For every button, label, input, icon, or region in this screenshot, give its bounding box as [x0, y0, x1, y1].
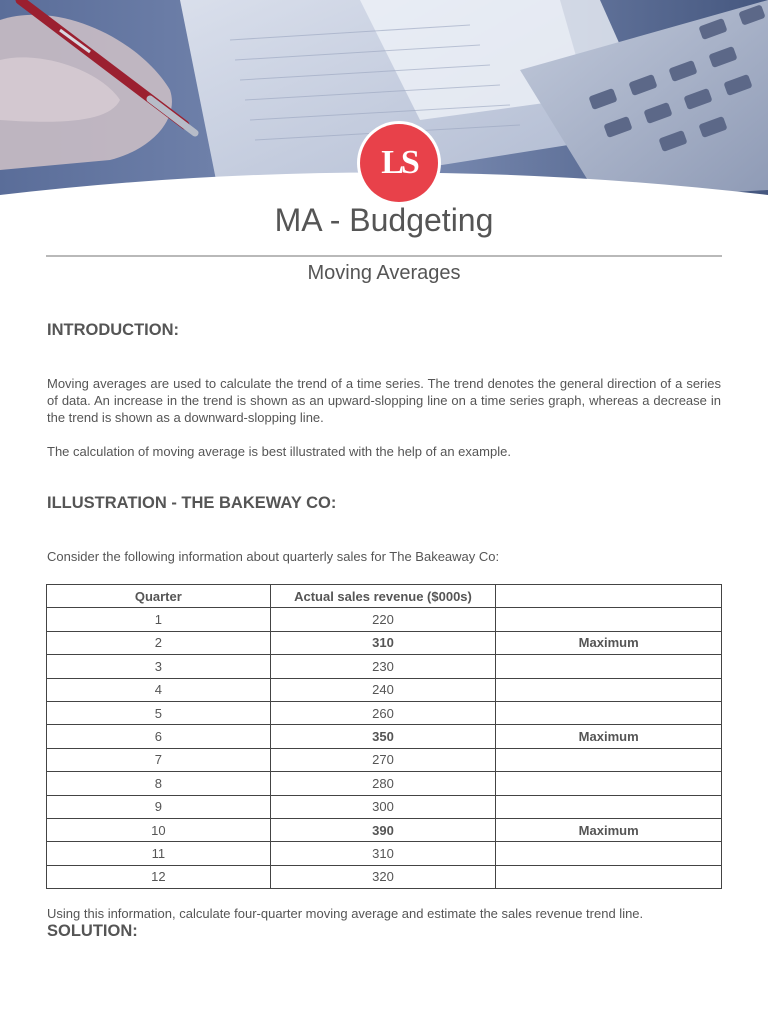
introduction-heading: INTRODUCTION: [47, 321, 179, 339]
quarter-cell: 12 [47, 865, 271, 888]
table-row [47, 772, 722, 795]
quarter-cell: 2 [47, 631, 271, 654]
solution-heading: SOLUTION: [47, 922, 138, 940]
column-header-quarter: Quarter [47, 585, 271, 608]
note-cell [496, 608, 722, 631]
revenue-cell: 240 [270, 678, 496, 701]
table-row [47, 678, 722, 701]
quarter-cell: 4 [47, 678, 271, 701]
revenue-cell: 220 [270, 608, 496, 631]
revenue-cell: 260 [270, 701, 496, 724]
revenue-cell: 230 [270, 655, 496, 678]
table-row [47, 725, 722, 748]
table-row [47, 655, 722, 678]
quarter-cell: 10 [47, 818, 271, 841]
revenue-cell: 280 [270, 772, 496, 795]
page-subtitle: Moving Averages [307, 262, 461, 284]
revenue-cell: 310 [270, 631, 496, 654]
revenue-cell: 320 [270, 865, 496, 888]
revenue-cell: 390 [270, 818, 496, 841]
table-row [47, 608, 722, 631]
revenue-cell: 310 [270, 842, 496, 865]
quarter-cell: 11 [47, 842, 271, 865]
example-note: The calculation of moving average is best illustrated with the help of an example. [47, 444, 511, 459]
illustration-intro: Consider the following information about quarterly sales for The Bakeaway Co: [47, 549, 500, 564]
note-cell: Maximum [496, 725, 722, 748]
ls-logo [360, 124, 438, 202]
table-row [47, 748, 722, 771]
logo-text: LS [381, 144, 417, 181]
illustration-heading: ILLUSTRATION - THE BAKEWAY CO: [47, 494, 337, 512]
table-row [47, 701, 722, 724]
introduction-paragraph: Moving averages are used to calculate the trend of a time series. The trend denotes the general direction of a series of data. An increase in the trend is shown as an upward-slopping line on a time series graph, whereas a decrease in the trend is shown as a downward-slopping line. [47, 376, 721, 425]
note-cell [496, 772, 722, 795]
quarter-cell: 1 [47, 608, 271, 631]
note-cell [496, 701, 722, 724]
quarter-cell: 6 [47, 725, 271, 748]
column-header-revenue: Actual sales revenue ($000s) [270, 585, 496, 608]
note-cell [496, 865, 722, 888]
table-row [47, 818, 722, 841]
quarter-cell: 7 [47, 748, 271, 771]
note-cell [496, 655, 722, 678]
revenue-cell: 350 [270, 725, 496, 748]
table-row [47, 795, 722, 818]
title-divider [46, 255, 722, 257]
instruction-text: Using this information, calculate four-quarter moving average and estimate the sales revenue trend line. [47, 906, 644, 921]
note-cell [496, 842, 722, 865]
note-cell: Maximum [496, 631, 722, 654]
quarterly-sales-table [46, 584, 722, 889]
quarter-cell: 9 [47, 795, 271, 818]
column-header-note [496, 585, 722, 608]
note-cell [496, 795, 722, 818]
revenue-cell: 270 [270, 748, 496, 771]
quarter-cell: 8 [47, 772, 271, 795]
table-row [47, 842, 722, 865]
note-cell: Maximum [496, 818, 722, 841]
quarter-cell: 5 [47, 701, 271, 724]
note-cell [496, 678, 722, 701]
page-title: MA - Budgeting [274, 202, 494, 238]
revenue-cell: 300 [270, 795, 496, 818]
note-cell [496, 748, 722, 771]
table-row [47, 865, 722, 888]
table-header-row [47, 585, 722, 608]
quarter-cell: 3 [47, 655, 271, 678]
table-row [47, 631, 722, 654]
